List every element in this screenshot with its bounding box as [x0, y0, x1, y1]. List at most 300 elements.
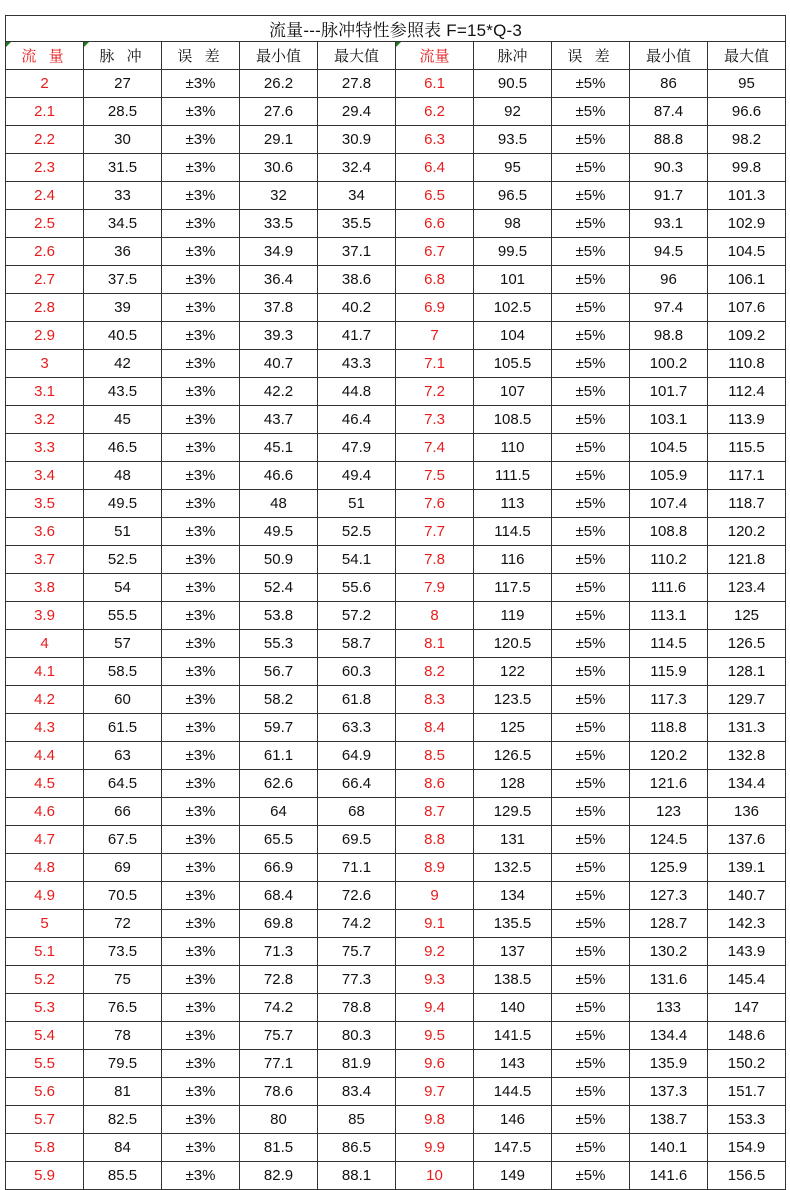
cell-error-right: ±5% — [552, 182, 630, 210]
cell-flow-left: 4.8 — [6, 854, 84, 882]
cell-max-left: 32.4 — [318, 154, 396, 182]
cell-pulse-left: 27 — [84, 70, 162, 98]
cell-error-left: ±3% — [162, 1162, 240, 1190]
cell-max-left: 78.8 — [318, 994, 396, 1022]
cell-flow-left: 3.9 — [6, 602, 84, 630]
cell-max-right: 106.1 — [708, 266, 786, 294]
table-row — [6, 518, 786, 546]
cell-max-left: 58.7 — [318, 630, 396, 658]
cell-flow-right: 10 — [396, 1162, 474, 1190]
cell-max-right: 126.5 — [708, 630, 786, 658]
cell-pulse-right: 99.5 — [474, 238, 552, 266]
cell-pulse-left: 48 — [84, 462, 162, 490]
cell-max-left: 57.2 — [318, 602, 396, 630]
cell-pulse-left: 81 — [84, 1078, 162, 1106]
cell-pulse-left: 31.5 — [84, 154, 162, 182]
cell-error-right: ±5% — [552, 1162, 630, 1190]
cell-min-right: 137.3 — [630, 1078, 708, 1106]
cell-pulse-right: 144.5 — [474, 1078, 552, 1106]
cell-pulse-left: 69 — [84, 854, 162, 882]
cell-error-left: ±3% — [162, 1050, 240, 1078]
cell-max-left: 71.1 — [318, 854, 396, 882]
cell-flow-left: 3.2 — [6, 406, 84, 434]
cell-flow-right: 9.7 — [396, 1078, 474, 1106]
cell-max-left: 85 — [318, 1106, 396, 1134]
cell-flow-right: 9.4 — [396, 994, 474, 1022]
cell-pulse-right: 126.5 — [474, 742, 552, 770]
cell-error-right: ±5% — [552, 518, 630, 546]
cell-flow-left: 3.1 — [6, 378, 84, 406]
table-row — [6, 546, 786, 574]
header-max-right: 最大值 — [708, 42, 786, 70]
cell-flow-right: 6.1 — [396, 70, 474, 98]
cell-max-left: 60.3 — [318, 658, 396, 686]
cell-max-left: 37.1 — [318, 238, 396, 266]
cell-flow-left: 2.2 — [6, 126, 84, 154]
cell-min-left: 81.5 — [240, 1134, 318, 1162]
cell-error-right: ±5% — [552, 1106, 630, 1134]
cell-min-left: 39.3 — [240, 322, 318, 350]
cell-pulse-left: 45 — [84, 406, 162, 434]
cell-min-right: 90.3 — [630, 154, 708, 182]
cell-min-left: 43.7 — [240, 406, 318, 434]
cell-max-left: 66.4 — [318, 770, 396, 798]
cell-max-right: 96.6 — [708, 98, 786, 126]
cell-min-right: 138.7 — [630, 1106, 708, 1134]
cell-error-left: ±3% — [162, 98, 240, 126]
cell-error-right: ±5% — [552, 434, 630, 462]
cell-flow-right: 6.7 — [396, 238, 474, 266]
cell-pulse-right: 117.5 — [474, 574, 552, 602]
cell-pulse-left: 84 — [84, 1134, 162, 1162]
cell-error-left: ±3% — [162, 406, 240, 434]
cell-error-right: ±5% — [552, 210, 630, 238]
cell-pulse-right: 143 — [474, 1050, 552, 1078]
cell-pulse-left: 72 — [84, 910, 162, 938]
cell-flow-right: 8.4 — [396, 714, 474, 742]
cell-max-right: 148.6 — [708, 1022, 786, 1050]
cell-flow-left: 5.4 — [6, 1022, 84, 1050]
table-row — [6, 686, 786, 714]
cell-min-right: 110.2 — [630, 546, 708, 574]
table-row — [6, 994, 786, 1022]
cell-pulse-right: 141.5 — [474, 1022, 552, 1050]
cell-min-left: 36.4 — [240, 266, 318, 294]
cell-min-right: 125.9 — [630, 854, 708, 882]
table-row — [6, 126, 786, 154]
cell-max-left: 75.7 — [318, 938, 396, 966]
cell-max-right: 118.7 — [708, 490, 786, 518]
cell-error-right: ±5% — [552, 742, 630, 770]
cell-flow-right: 9.3 — [396, 966, 474, 994]
cell-error-right: ±5% — [552, 350, 630, 378]
cell-pulse-right: 92 — [474, 98, 552, 126]
cell-max-left: 35.5 — [318, 210, 396, 238]
cell-min-right: 103.1 — [630, 406, 708, 434]
cell-max-right: 139.1 — [708, 854, 786, 882]
cell-pulse-left: 57 — [84, 630, 162, 658]
cell-flow-right: 9.8 — [396, 1106, 474, 1134]
cell-error-left: ±3% — [162, 1078, 240, 1106]
cell-pulse-left: 67.5 — [84, 826, 162, 854]
cell-min-right: 130.2 — [630, 938, 708, 966]
cell-max-left: 80.3 — [318, 1022, 396, 1050]
table-row — [6, 350, 786, 378]
cell-min-right: 98.8 — [630, 322, 708, 350]
cell-pulse-left: 63 — [84, 742, 162, 770]
table-row — [6, 770, 786, 798]
cell-error-right: ±5% — [552, 798, 630, 826]
cell-error-left: ±3% — [162, 826, 240, 854]
header-min-left: 最小值 — [240, 42, 318, 70]
cell-min-right: 96 — [630, 266, 708, 294]
cell-error-right: ±5% — [552, 70, 630, 98]
table-row — [6, 574, 786, 602]
cell-min-left: 29.1 — [240, 126, 318, 154]
cell-max-right: 150.2 — [708, 1050, 786, 1078]
cell-min-right: 111.6 — [630, 574, 708, 602]
table-row — [6, 238, 786, 266]
cell-max-left: 49.4 — [318, 462, 396, 490]
cell-min-left: 68.4 — [240, 882, 318, 910]
cell-min-right: 105.9 — [630, 462, 708, 490]
cell-flow-left: 5.2 — [6, 966, 84, 994]
header-error-right: 误 差 — [552, 42, 630, 70]
cell-max-left: 46.4 — [318, 406, 396, 434]
cell-error-left: ±3% — [162, 434, 240, 462]
cell-flow-right: 6.5 — [396, 182, 474, 210]
cell-flow-right: 7.7 — [396, 518, 474, 546]
cell-pulse-left: 42 — [84, 350, 162, 378]
cell-min-left: 30.6 — [240, 154, 318, 182]
cell-pulse-left: 49.5 — [84, 490, 162, 518]
cell-error-right: ±5% — [552, 602, 630, 630]
cell-flow-left: 4.2 — [6, 686, 84, 714]
cell-flow-right: 6.6 — [396, 210, 474, 238]
cell-error-left: ±3% — [162, 630, 240, 658]
cell-max-right: 142.3 — [708, 910, 786, 938]
cell-pulse-left: 30 — [84, 126, 162, 154]
cell-min-right: 127.3 — [630, 882, 708, 910]
cell-max-left: 74.2 — [318, 910, 396, 938]
cell-min-left: 74.2 — [240, 994, 318, 1022]
cell-max-right: 117.1 — [708, 462, 786, 490]
cell-min-right: 94.5 — [630, 238, 708, 266]
cell-flow-right: 7.2 — [396, 378, 474, 406]
corner-marker-icon — [396, 42, 401, 47]
table-row — [6, 1050, 786, 1078]
cell-error-right: ±5% — [552, 406, 630, 434]
cell-pulse-right: 114.5 — [474, 518, 552, 546]
cell-pulse-right: 137 — [474, 938, 552, 966]
cell-error-right: ±5% — [552, 994, 630, 1022]
cell-pulse-right: 98 — [474, 210, 552, 238]
cell-min-left: 32 — [240, 182, 318, 210]
cell-pulse-right: 140 — [474, 994, 552, 1022]
cell-error-left: ±3% — [162, 938, 240, 966]
cell-pulse-right: 105.5 — [474, 350, 552, 378]
table-row — [6, 294, 786, 322]
cell-error-left: ±3% — [162, 322, 240, 350]
cell-pulse-right: 135.5 — [474, 910, 552, 938]
cell-min-right: 140.1 — [630, 1134, 708, 1162]
cell-error-left: ±3% — [162, 210, 240, 238]
cell-error-right: ±5% — [552, 238, 630, 266]
header-row — [6, 42, 786, 70]
cell-pulse-left: 39 — [84, 294, 162, 322]
cell-pulse-left: 40.5 — [84, 322, 162, 350]
cell-flow-right: 6.8 — [396, 266, 474, 294]
table-row — [6, 182, 786, 210]
header-pulse-right: 脉冲 — [474, 42, 552, 70]
cell-flow-left: 4.4 — [6, 742, 84, 770]
cell-flow-right: 8.8 — [396, 826, 474, 854]
cell-max-right: 112.4 — [708, 378, 786, 406]
cell-max-left: 52.5 — [318, 518, 396, 546]
cell-flow-right: 7.9 — [396, 574, 474, 602]
cell-min-left: 26.2 — [240, 70, 318, 98]
cell-flow-right: 7.1 — [396, 350, 474, 378]
cell-max-right: 101.3 — [708, 182, 786, 210]
cell-error-left: ±3% — [162, 238, 240, 266]
cell-max-right: 154.9 — [708, 1134, 786, 1162]
cell-pulse-right: 129.5 — [474, 798, 552, 826]
table-row — [6, 826, 786, 854]
cell-max-right: 134.4 — [708, 770, 786, 798]
cell-pulse-left: 79.5 — [84, 1050, 162, 1078]
cell-min-right: 123 — [630, 798, 708, 826]
cell-pulse-right: 120.5 — [474, 630, 552, 658]
cell-flow-left: 2 — [6, 70, 84, 98]
table-row — [6, 854, 786, 882]
header-label: 流 量 — [21, 48, 68, 65]
cell-flow-right: 7.6 — [396, 490, 474, 518]
cell-error-right: ±5% — [552, 322, 630, 350]
cell-min-left: 77.1 — [240, 1050, 318, 1078]
cell-error-left: ±3% — [162, 686, 240, 714]
cell-pulse-left: 70.5 — [84, 882, 162, 910]
cell-max-left: 44.8 — [318, 378, 396, 406]
cell-min-left: 56.7 — [240, 658, 318, 686]
cell-error-left: ±3% — [162, 70, 240, 98]
cell-flow-right: 6.4 — [396, 154, 474, 182]
cell-flow-right: 7 — [396, 322, 474, 350]
cell-error-left: ±3% — [162, 966, 240, 994]
cell-min-left: 80 — [240, 1106, 318, 1134]
cell-pulse-left: 85.5 — [84, 1162, 162, 1190]
table-row — [6, 490, 786, 518]
cell-flow-left: 4.1 — [6, 658, 84, 686]
cell-min-left: 78.6 — [240, 1078, 318, 1106]
cell-min-left: 33.5 — [240, 210, 318, 238]
cell-error-left: ±3% — [162, 574, 240, 602]
cell-error-left: ±3% — [162, 182, 240, 210]
cell-flow-right: 8.3 — [396, 686, 474, 714]
cell-error-right: ±5% — [552, 714, 630, 742]
cell-flow-left: 2.7 — [6, 266, 84, 294]
table-row — [6, 1134, 786, 1162]
cell-max-right: 102.9 — [708, 210, 786, 238]
cell-max-left: 81.9 — [318, 1050, 396, 1078]
cell-error-left: ±3% — [162, 350, 240, 378]
cell-pulse-left: 51 — [84, 518, 162, 546]
cell-flow-right: 6.2 — [396, 98, 474, 126]
header-error-left: 误 差 — [162, 42, 240, 70]
cell-max-left: 43.3 — [318, 350, 396, 378]
cell-flow-right: 9.6 — [396, 1050, 474, 1078]
cell-pulse-right: 116 — [474, 546, 552, 574]
cell-error-left: ±3% — [162, 294, 240, 322]
cell-error-left: ±3% — [162, 546, 240, 574]
cell-flow-left: 2.1 — [6, 98, 84, 126]
cell-max-right: 95 — [708, 70, 786, 98]
cell-max-right: 136 — [708, 798, 786, 826]
cell-pulse-right: 102.5 — [474, 294, 552, 322]
cell-min-right: 124.5 — [630, 826, 708, 854]
cell-error-left: ±3% — [162, 462, 240, 490]
table-row — [6, 742, 786, 770]
cell-error-left: ±3% — [162, 490, 240, 518]
cell-error-right: ±5% — [552, 294, 630, 322]
cell-flow-left: 4.6 — [6, 798, 84, 826]
cell-error-left: ±3% — [162, 910, 240, 938]
cell-pulse-left: 55.5 — [84, 602, 162, 630]
cell-min-left: 49.5 — [240, 518, 318, 546]
cell-flow-left: 5.5 — [6, 1050, 84, 1078]
cell-min-right: 113.1 — [630, 602, 708, 630]
table-title: 流量---脉冲特性参照表 F=15*Q-3 — [6, 16, 786, 42]
cell-max-right: 121.8 — [708, 546, 786, 574]
cell-pulse-right: 119 — [474, 602, 552, 630]
title-row — [6, 16, 786, 42]
cell-min-left: 42.2 — [240, 378, 318, 406]
cell-min-right: 107.4 — [630, 490, 708, 518]
cell-min-left: 72.8 — [240, 966, 318, 994]
cell-min-left: 27.6 — [240, 98, 318, 126]
cell-error-right: ±5% — [552, 1022, 630, 1050]
cell-min-right: 121.6 — [630, 770, 708, 798]
cell-flow-right: 9.1 — [396, 910, 474, 938]
cell-error-right: ±5% — [552, 854, 630, 882]
cell-flow-left: 4.9 — [6, 882, 84, 910]
cell-min-right: 134.4 — [630, 1022, 708, 1050]
cell-flow-left: 5.6 — [6, 1078, 84, 1106]
cell-flow-right: 7.3 — [396, 406, 474, 434]
cell-flow-left: 3 — [6, 350, 84, 378]
cell-error-left: ±3% — [162, 714, 240, 742]
cell-flow-right: 9 — [396, 882, 474, 910]
cell-flow-left: 5.3 — [6, 994, 84, 1022]
cell-max-left: 86.5 — [318, 1134, 396, 1162]
cell-error-left: ±3% — [162, 882, 240, 910]
cell-error-right: ±5% — [552, 658, 630, 686]
cell-min-right: 117.3 — [630, 686, 708, 714]
cell-error-right: ±5% — [552, 98, 630, 126]
cell-flow-left: 2.8 — [6, 294, 84, 322]
cell-pulse-right: 123.5 — [474, 686, 552, 714]
cell-error-right: ±5% — [552, 126, 630, 154]
table-row — [6, 966, 786, 994]
cell-max-left: 88.1 — [318, 1162, 396, 1190]
cell-max-right: 131.3 — [708, 714, 786, 742]
cell-min-right: 141.6 — [630, 1162, 708, 1190]
cell-min-right: 93.1 — [630, 210, 708, 238]
cell-pulse-right: 128 — [474, 770, 552, 798]
cell-flow-right: 9.2 — [396, 938, 474, 966]
header-flow-right — [396, 42, 474, 70]
cell-max-right: 156.5 — [708, 1162, 786, 1190]
cell-pulse-left: 36 — [84, 238, 162, 266]
cell-max-left: 40.2 — [318, 294, 396, 322]
cell-pulse-right: 108.5 — [474, 406, 552, 434]
cell-pulse-left: 34.5 — [84, 210, 162, 238]
cell-min-right: 128.7 — [630, 910, 708, 938]
cell-error-right: ±5% — [552, 686, 630, 714]
table-row — [6, 266, 786, 294]
cell-error-right: ±5% — [552, 1078, 630, 1106]
cell-error-right: ±5% — [552, 462, 630, 490]
cell-pulse-left: 43.5 — [84, 378, 162, 406]
cell-pulse-right: 134 — [474, 882, 552, 910]
cell-pulse-right: 131 — [474, 826, 552, 854]
cell-max-left: 55.6 — [318, 574, 396, 602]
cell-flow-right: 8.1 — [396, 630, 474, 658]
cell-min-left: 46.6 — [240, 462, 318, 490]
cell-min-right: 120.2 — [630, 742, 708, 770]
cell-error-left: ±3% — [162, 126, 240, 154]
cell-pulse-right: 95 — [474, 154, 552, 182]
cell-max-left: 51 — [318, 490, 396, 518]
cell-flow-left: 2.4 — [6, 182, 84, 210]
cell-min-left: 65.5 — [240, 826, 318, 854]
cell-flow-right: 9.5 — [396, 1022, 474, 1050]
cell-error-left: ±3% — [162, 518, 240, 546]
table-row — [6, 1022, 786, 1050]
cell-error-right: ±5% — [552, 910, 630, 938]
cell-pulse-right: 138.5 — [474, 966, 552, 994]
cell-flow-left: 2.3 — [6, 154, 84, 182]
cell-flow-left: 2.9 — [6, 322, 84, 350]
cell-min-right: 131.6 — [630, 966, 708, 994]
cell-error-left: ±3% — [162, 378, 240, 406]
cell-pulse-left: 64.5 — [84, 770, 162, 798]
cell-min-left: 45.1 — [240, 434, 318, 462]
cell-max-right: 128.1 — [708, 658, 786, 686]
cell-flow-left: 3.4 — [6, 462, 84, 490]
table-row — [6, 910, 786, 938]
cell-pulse-right: 104 — [474, 322, 552, 350]
cell-pulse-right: 101 — [474, 266, 552, 294]
cell-pulse-right: 125 — [474, 714, 552, 742]
cell-max-right: 125 — [708, 602, 786, 630]
cell-pulse-right: 132.5 — [474, 854, 552, 882]
cell-max-left: 29.4 — [318, 98, 396, 126]
cell-pulse-right: 146 — [474, 1106, 552, 1134]
corner-marker-icon — [84, 42, 89, 47]
cell-max-right: 129.7 — [708, 686, 786, 714]
table-row — [6, 322, 786, 350]
cell-min-left: 59.7 — [240, 714, 318, 742]
cell-flow-right: 8.9 — [396, 854, 474, 882]
cell-min-right: 115.9 — [630, 658, 708, 686]
cell-min-left: 82.9 — [240, 1162, 318, 1190]
cell-flow-left: 3.5 — [6, 490, 84, 518]
cell-error-left: ±3% — [162, 602, 240, 630]
header-min-right: 最小值 — [630, 42, 708, 70]
cell-pulse-right: 113 — [474, 490, 552, 518]
cell-error-right: ±5% — [552, 546, 630, 574]
cell-min-right: 100.2 — [630, 350, 708, 378]
